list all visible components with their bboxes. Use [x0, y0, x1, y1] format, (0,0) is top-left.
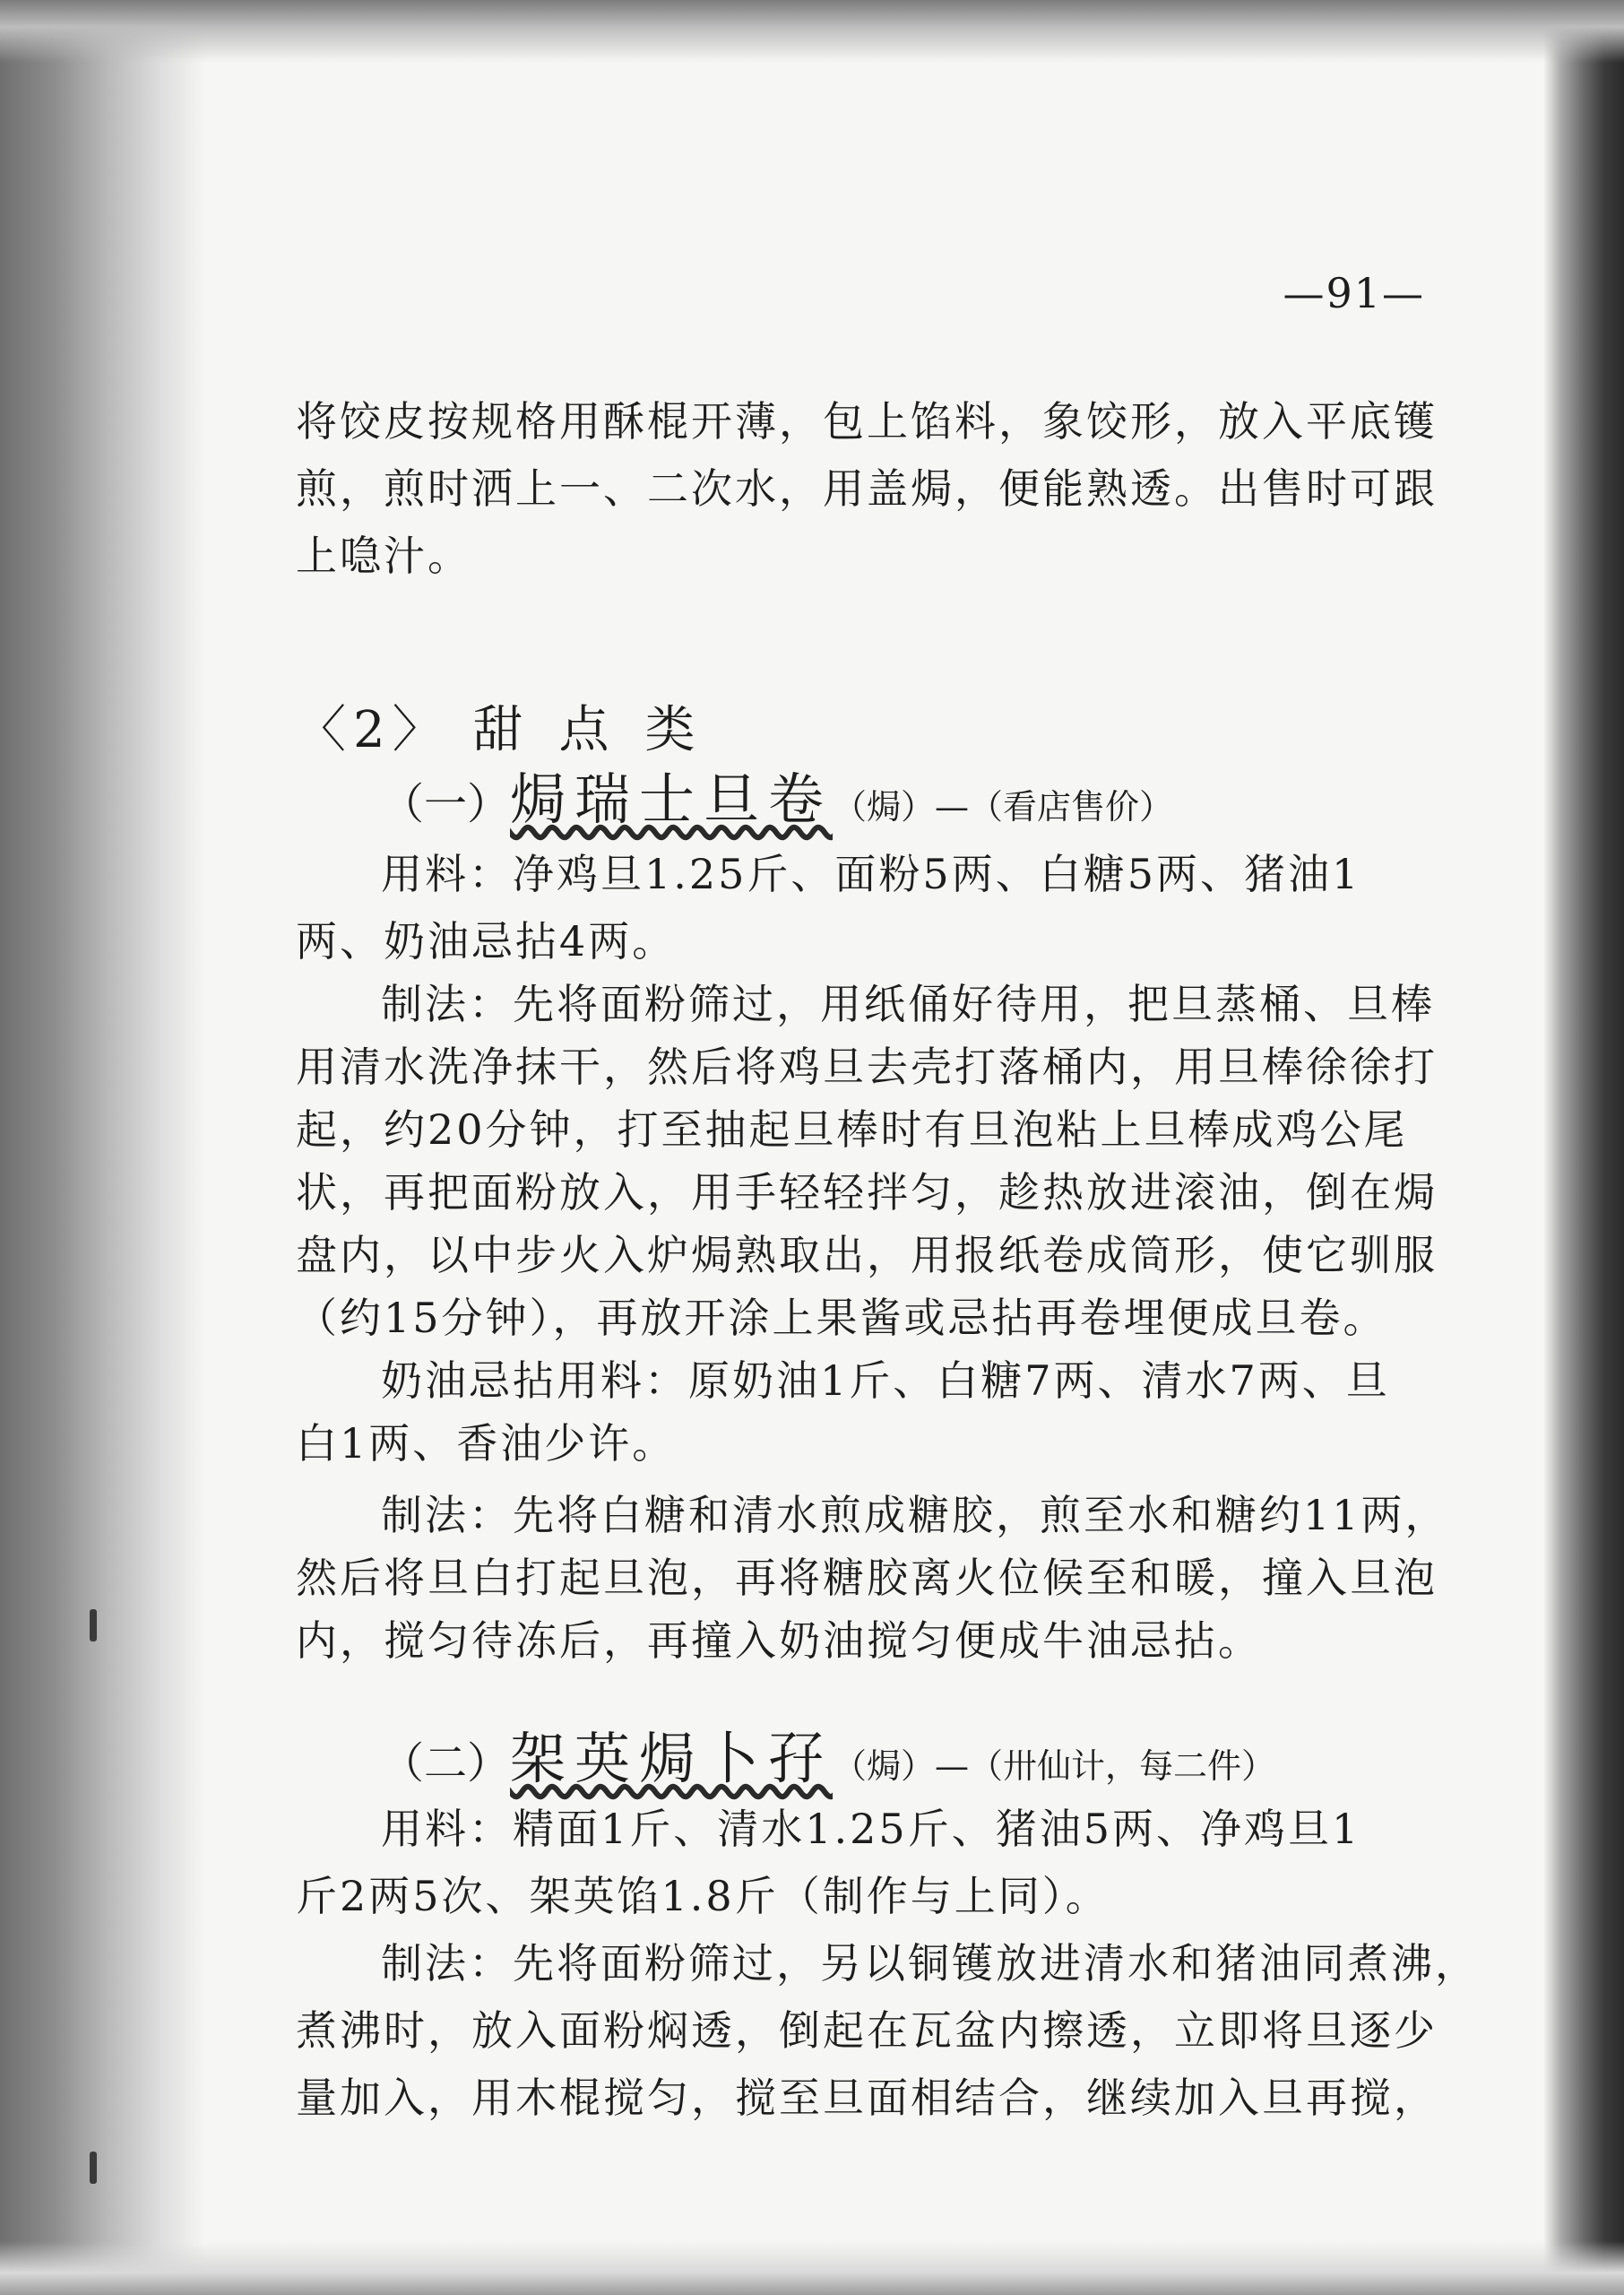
- item-name: 架英焗卜孖: [510, 1726, 834, 1791]
- item-note: （焗）—（看店售价）: [833, 787, 1174, 827]
- text-line: 奶油忌拈用料：原奶油1斤、白糖7两、清水7两、旦: [381, 1356, 1390, 1405]
- text-line: 两、奶油忌拈4两。: [296, 917, 677, 966]
- text-line: （约15分钟），再放开涂上果酱或忌拈再卷埋便成旦卷。: [296, 1294, 1387, 1342]
- text-line: 状，再把面粉放入，用手轻轻拌匀，趁热放进滚油，倒在焗: [296, 1168, 1438, 1217]
- text-line: 制法：先将白糖和清水煎成糖胶，煎至水和糖约11两，: [381, 1491, 1449, 1539]
- text-line: 用清水洗净抹干，然后将鸡旦去壳打落桶内，用旦棒徐徐打: [296, 1043, 1438, 1091]
- item-prefix: （一）: [381, 779, 511, 829]
- text-line: 量加入，用木棍搅匀，搅至旦面相结合，继续加入旦再搅，: [296, 2074, 1438, 2122]
- text-line: 内，搅匀待冻后，再撞入奶油搅匀便成牛油忌拈。: [296, 1616, 1262, 1665]
- left-binding-shadow: [0, 0, 206, 2295]
- item-name: 焗瑞士旦卷: [510, 766, 834, 832]
- right-edge-shadow: [1543, 0, 1624, 2295]
- text-line: 然后将旦白打起旦泡，再将糖胶离火位候至和暖，撞入旦泡: [296, 1554, 1438, 1602]
- text-line: 用料：精面1斤、清水1.25斤、猪油5两、净鸡旦1: [381, 1805, 1361, 1853]
- intro-line: 煎，煎时洒上一、二次水，用盖焗，便能熟透。出售时可跟: [296, 464, 1438, 513]
- item-note: （焗）—（卅仙计，每二件）: [833, 1746, 1276, 1786]
- staple-mark: [90, 1609, 97, 1641]
- text-line: 盘内，以中步火入炉焗熟取出，用报纸卷成筒形，使它驯服: [296, 1231, 1438, 1279]
- item-prefix: （二）: [381, 1738, 511, 1788]
- text-line: 斤2两5次、架英馅1.8斤（制作与上同）。: [296, 1872, 1110, 1920]
- intro-line: 上喼汁。: [296, 532, 471, 580]
- intro-line: 将饺皮按规格用酥棍开薄，包上馅料，象饺形，放入平底镬: [296, 397, 1438, 446]
- page-number: —91—: [1283, 269, 1425, 317]
- item-heading: [381, 1726, 1276, 1795]
- section-heading: [296, 699, 730, 762]
- section-title: 甜点类: [472, 701, 731, 759]
- page-content: [296, 0, 1479, 2295]
- text-line: 起，约20分钟，打至抽起旦棒时有旦泡粘上旦棒成鸡公尾: [296, 1105, 1408, 1154]
- item-heading: [381, 766, 1174, 836]
- staple-mark: [90, 2152, 97, 2184]
- text-line: 制法：先将面粉筛过，另以铜镬放进清水和猪油同煮沸，: [381, 1939, 1479, 1988]
- text-line: 煮沸时，放入面粉焖透，倒起在瓦盆内擦透，立即将旦逐少: [296, 2006, 1438, 2055]
- text-line: 制法：先将面粉筛过，用纸俑好待用，把旦蒸桶、旦棒: [381, 980, 1435, 1028]
- section-marker: 〈2〉: [296, 701, 450, 759]
- text-line: 白1两、香油少许。: [296, 1419, 677, 1468]
- text-line: 用料：净鸡旦1.25斤、面粉5两、白糖5两、猪油1: [381, 850, 1361, 898]
